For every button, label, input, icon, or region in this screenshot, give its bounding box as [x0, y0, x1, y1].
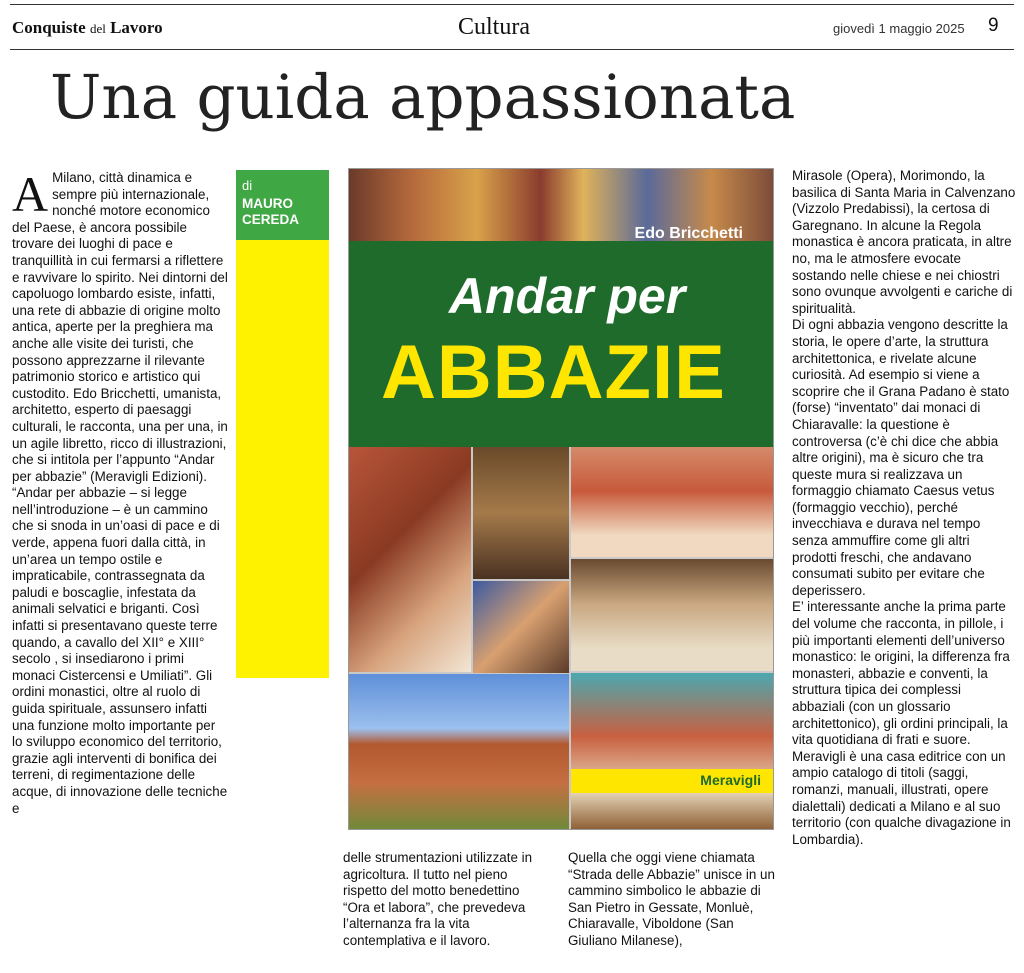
- masthead-part2: del: [89, 21, 106, 36]
- drop-cap: A: [12, 166, 49, 222]
- book-cover-image: [348, 168, 774, 830]
- article-column-2: [343, 850, 549, 950]
- cover-title-line2: ABBAZIE: [381, 330, 726, 415]
- nave-photo: [571, 673, 774, 830]
- author-name-line1: MAURO: [242, 196, 293, 211]
- article-column-3: [568, 850, 780, 950]
- column-2-text: delle strumentazioni utilizzate in agricoltura. Il tutto nel pieno rispetto del motto benedettino “Ora et labora”, che prevedeva l’alternanza fra la vita contemplativa e il lavoro.: [343, 850, 533, 948]
- byline-prefix: di: [242, 178, 253, 193]
- masthead-part3: Lavoro: [110, 18, 163, 37]
- masthead: [12, 18, 163, 38]
- church-interior-photo: [571, 559, 774, 671]
- header-rule: [10, 49, 1014, 50]
- column-4-paragraph-3: E’ interessante anche la prima parte del volume che racconta, in pillole, i più importanti elementi dell’universo monastico: le origini, la differenza fra monasteri, abbazie e conventi, la struttura tipica dei complessi abbaziali (con un glossario architettonico), gli ordini principali, la vita quotidiana di frati e suore. Meravigli è una casa editrice con un ampio catalogo di titoli (saggi, romanzi, manuali, illustrati, opere dialettali) dedicati a Milano e al suo territorio (con qualche divagazione in Lombardia).: [792, 599, 1011, 847]
- author-name: [242, 196, 299, 228]
- apse-photo: [571, 447, 774, 557]
- issue-date: giovedì 1 maggio 2025: [833, 21, 965, 36]
- column-3-text: Quella che oggi viene chiamata “Strada delle Abbazie” unisce in un cammino simbolico le abbazie di San Pietro in Gessate, Monluè, Chiaravalle, Viboldone (San Giuliano Milanese),: [568, 850, 775, 948]
- page-number: 9: [988, 15, 999, 36]
- article-column-4: [792, 168, 1016, 848]
- top-rule: [10, 4, 1014, 5]
- masthead-part1: Conquiste: [12, 18, 86, 37]
- column-4-paragraph-2: Di ogni abbazia vengono descritte la storia, le opere d’arte, la struttura architettonica, e rivelate alcune curiosità. Ad esempio si viene a scoprire che il Grana Padano è stato (forse) “inventato” dai monaci di Chiaravalle: la questione è controversa (c’è chi dice che abbia altre origini), ma è sicuro che tra queste mura si realizzava un formaggio chiamato Caesus vetus (formaggio vecchio), perché invecchiava e durava nel tempo senza ammuffire come gli altri prodotti freschi, che andavano consumati subito per evitare che deperissero.: [792, 317, 1010, 598]
- byline: [236, 170, 329, 240]
- nativity-fresco-photo: [473, 581, 569, 673]
- choir-stalls-photo: [473, 447, 569, 579]
- byline-bar: [236, 170, 329, 678]
- cloister-photo: [349, 447, 471, 672]
- column-4-paragraph-1: Mirasole (Opera), Morimondo, la basilica di Santa Maria in Calvenzano (Vizzolo Predabissi), la certosa di Garegnano. In alcune la Regola monastica è ancora praticata, in altre no, ma le atmosfere evocate sostando nelle chiese e nei chiostri sono ovunque avvolgenti e cariche di spiritualità.: [792, 168, 1016, 316]
- author-name-line2: CEREDA: [242, 212, 300, 227]
- abbey-exterior-photo: [349, 674, 569, 830]
- section-title: Cultura: [458, 14, 530, 40]
- article-column-1: [12, 166, 228, 950]
- cover-publisher: Meravigli: [571, 769, 774, 793]
- cover-author: Edo Bricchetti: [634, 225, 743, 242]
- column-1-text: Milano, città dinamica e sempre più internazionale, nonché motore economico del Paese, è ancora possibile trovare dei luoghi di pace e tranquillità in cui fermarsi a riflettere e ravvivare lo spirito. Nei dintorni del capoluogo lombardo esiste, infatti, una rete di abbazie di origine molto antica, aperte per la preghiera ma anche alle visite dei turisti, che possono apprezzarne il rilevante patrimonio storico e artistico qui custodito. Edo Bricchetti, umanista, architetto, esperto di paesaggi culturali, le racconta, una per una, in un agile libretto, ricco di illustrazioni, che si intitola per l’appunto “Andar per abbazie” (Meravigli Edizioni). “Andar per abbazie – si legge nell’introduzione – è un cammino che si snoda in un’oasi di pace e di verde, appena fuori dalla città, in un’area un tempo ostile e impraticabile, contrassegnata da paludi e boscaglie, infestata da animali selvatici e briganti. Così infatti si presentavano queste terre quando, a cavallo del XII° e XIII° secolo , si insediarono i primi monaci Cistercensi e Umiliati”. Gli ordini monastici, oltre al ruolo di guida spirituale, assunsero infatti una funzione molto importante per lo sviluppo economico del territorio, grazie agli interventi di bonifica dei terreni, di regimentazione delle acque, di innovazione delle tecniche e: [12, 170, 228, 816]
- headline: Una guida appassionata: [50, 62, 796, 133]
- cover-title-line1: Andar per: [449, 268, 686, 324]
